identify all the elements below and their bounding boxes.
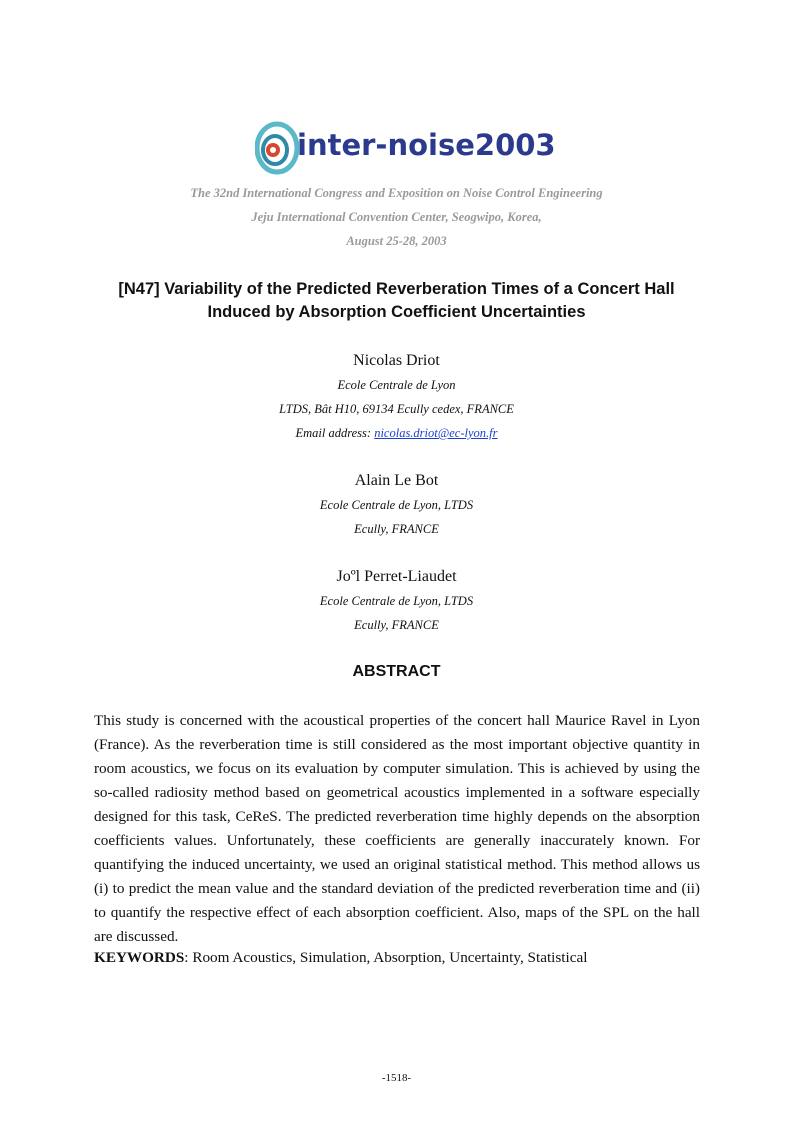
email-label: Email address: xyxy=(295,426,375,440)
author-affiliation: Ecole Centrale de Lyon, LTDS xyxy=(319,594,474,608)
abstract-text: This study is concerned with the acoustical properties of the concert hall Maurice Ravel in Lyon (France). As the reverberation time is still considered as the most important objective quantity in room acoustics, we focus on its evaluation by computer simulation. This is achieved by using the so-called radiosity method based on geometrical acoustics implemented in a software especially designed for this task, CeReS. The predicted reverberation time highly depends on the absorption coefficients values. Unfortunately, these coefficients are generally inaccurately known. For quantifying the induced uncertainty, we used an original statistical method. This method allows us (i) to predict the mean value and the standard deviation of the predicted reverberation time and (ii) to quantify the respective effect of each absorption coefficient. Also, maps of the SPL on the hall are discussed. xyxy=(94,712,700,945)
keywords-label: KEYWORDS xyxy=(94,949,185,966)
keywords-line xyxy=(94,949,700,967)
abstract-heading: ABSTRACT xyxy=(352,663,441,680)
paper-title-line-1: [N47] Variability of the Predicted Reverberation Times of a Concert Hall xyxy=(118,280,675,298)
author-name: Alain Le Bot xyxy=(354,472,439,489)
logo-text: inter-noise2003 xyxy=(297,128,556,162)
author-address: Ecully, FRANCE xyxy=(354,522,439,536)
author-email-line xyxy=(0,426,793,441)
email-link[interactable]: nicolas.driot@ec-lyon.fr xyxy=(374,426,498,440)
author-address: LTDS, Bât H10, 69134 Ecully cedex, FRANCE xyxy=(279,402,514,416)
author-name: Joºl Perret-Liaudet xyxy=(336,568,457,585)
author-address: Ecully, FRANCE xyxy=(354,618,439,632)
keywords-text: : Room Acoustics, Simulation, Absorption, Uncertainty, Statistical xyxy=(184,949,588,966)
conference-line-2: Jeju International Convention Center, Seogwipo, Korea, xyxy=(251,210,542,224)
author-name: Nicolas Driot xyxy=(353,352,440,369)
page-number: -1518- xyxy=(381,1072,412,1084)
paper-title-line-2: Induced by Absorption Coefficient Uncertainties xyxy=(207,303,586,321)
conference-line-3: August 25-28, 2003 xyxy=(346,234,447,248)
conference-logo xyxy=(255,118,556,178)
author-affiliation: Ecole Centrale de Lyon, LTDS xyxy=(319,498,474,512)
author-affiliation: Ecole Centrale de Lyon xyxy=(337,378,456,392)
conference-line-1: The 32nd International Congress and Exposition on Noise Control Engineering xyxy=(190,186,603,200)
swirl-icon xyxy=(255,120,299,176)
